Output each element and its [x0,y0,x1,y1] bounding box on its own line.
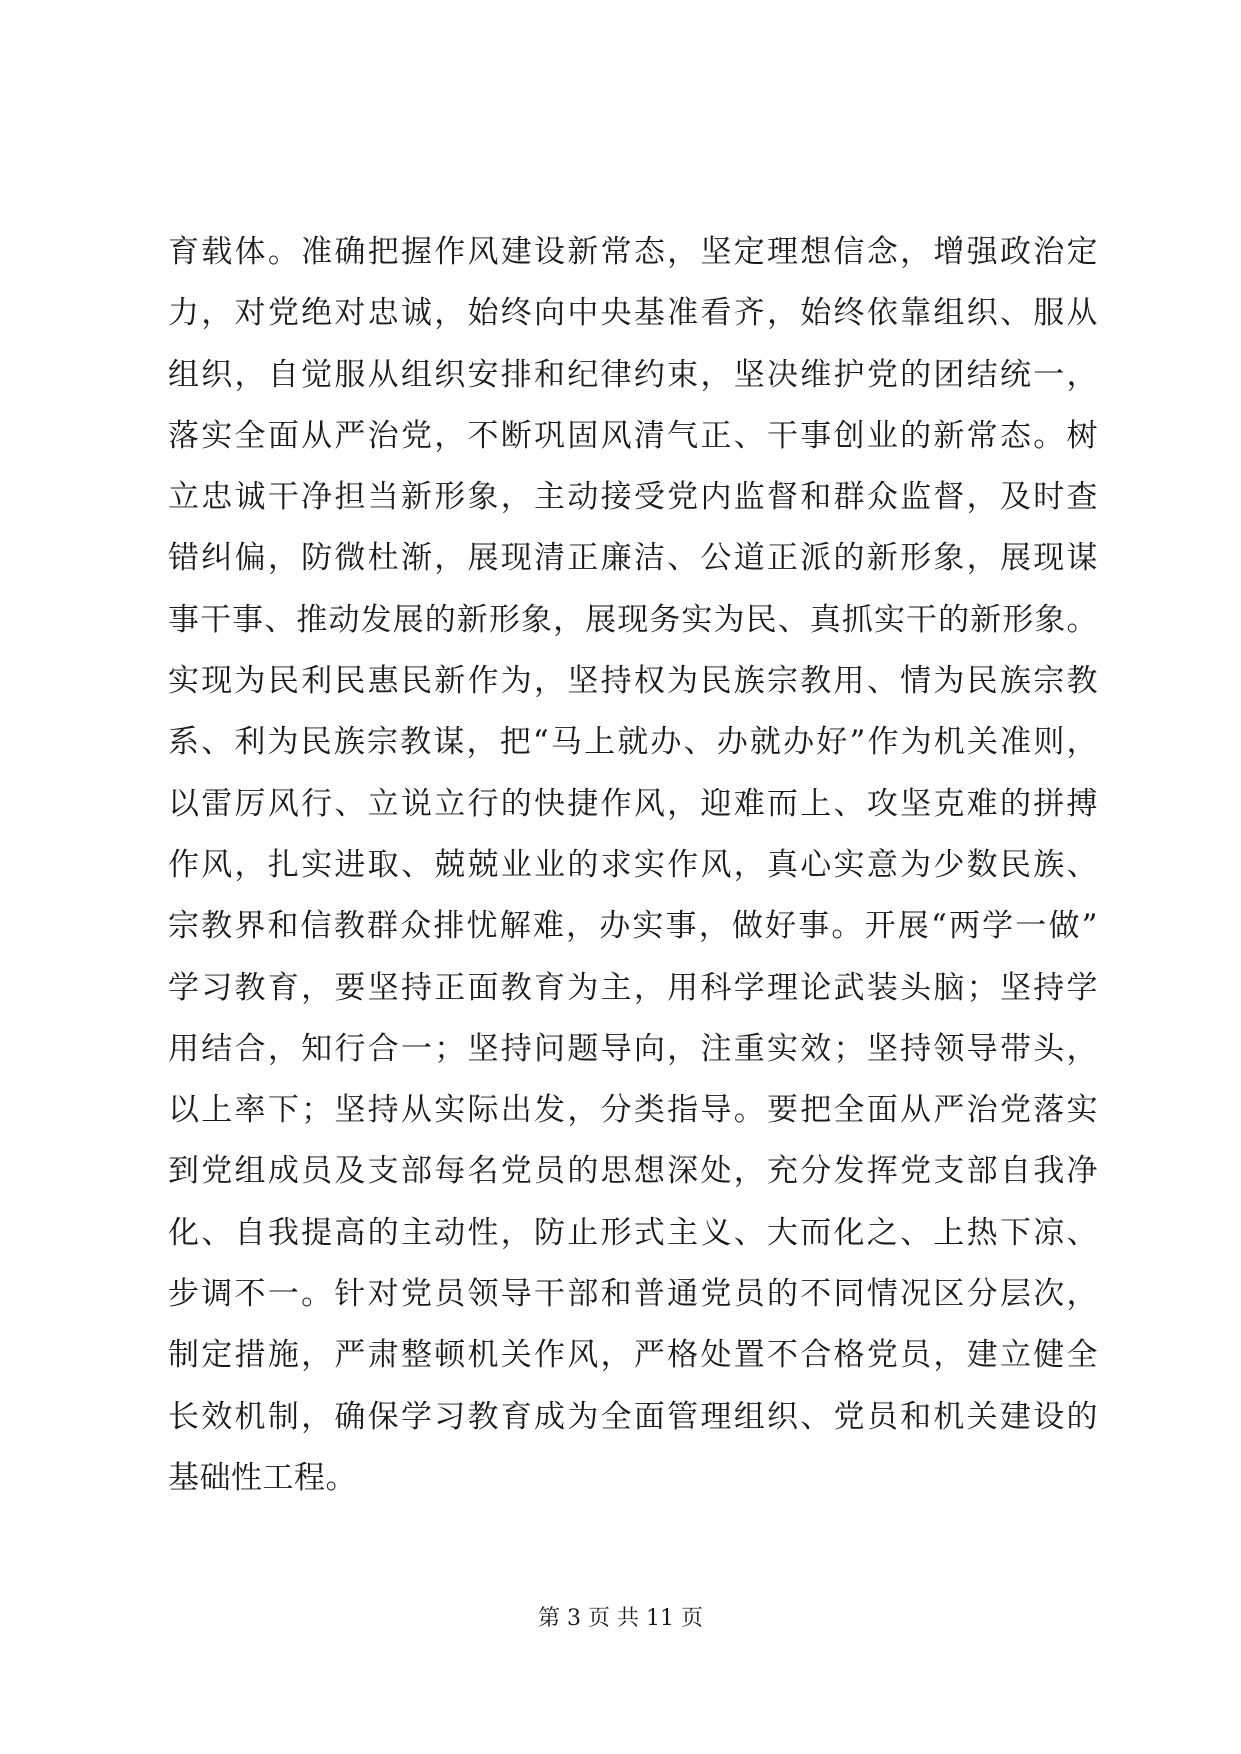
text-line: 实现为民利民惠民新作为，坚持权为民族宗教用、情为民族宗教 [168,663,1098,700]
text-line: 落实全面从严治党，不断巩固风清气正、干事创业的新常态。树 [168,417,1098,454]
text-line: 作风，扎实进取、兢兢业业的求实作风，真心实意为少数民族、 [168,846,1098,883]
text-line: 育载体。准确把握作风建设新常态，坚定理想信念，增强政治定 [168,234,1098,270]
text-line: 化、自我提高的主动性，防止形式主义、大而化之、上热下凉、 [168,1214,1098,1251]
text-line: 立忠诚干净担当新形象，主动接受党内监督和群众监督，及时查 [168,479,1098,516]
text-line: 基础性工程。 [168,1459,357,1496]
text-line: 学习教育，要坚持正面教育为主，用科学理论武装头脑；坚持学 [168,969,1098,1006]
text-line: 事干事、推动发展的新形象，展现务实为民、真抓实干的新形象。 [168,601,1098,638]
text-line: 步调不一。针对党员领导干部和普通党员的不同情况区分层次， [168,1276,1098,1313]
text-line: 系、利为民族宗教谋，把“马上就办、办就办好”作为机关准则， [168,724,1098,761]
text-line: 到党组成员及支部每名党员的思想深处，充分发挥党支部自我净 [168,1153,1098,1190]
text-line: 制定措施，严肃整顿机关作风，严格处置不合格党员，建立健全 [168,1337,1098,1374]
text-line: 力，对党绝对忠诚，始终向中央基准看齐，始终依靠组织、服从 [168,295,1098,332]
text-line: 用结合，知行合一；坚持问题导向，注重实效；坚持领导带头， [168,1030,1098,1067]
page-number-footer: 第 3 页 共 11 页 [538,1606,703,1631]
text-line: 以上率下；坚持从实际出发，分类指导。要把全面从严治党落实 [168,1092,1098,1129]
text-line: 宗教界和信教群众排忧解难，办实事，做好事。开展“两学一做” [168,908,1098,945]
body-paragraph [168,222,1098,1509]
text-line: 长效机制，确保学习教育成为全面管理组织、党员和机关建设的 [168,1398,1098,1435]
text-line: 错纠偏，防微杜渐，展现清正廉洁、公道正派的新形象，展现谋 [168,540,1098,577]
text-line: 组织，自觉服从组织安排和纪律约束，坚决维护党的团结统一， [168,356,1098,393]
text-line: 以雷厉风行、立说立行的快捷作风，迎难而上、攻坚克难的拼搏 [168,785,1098,822]
